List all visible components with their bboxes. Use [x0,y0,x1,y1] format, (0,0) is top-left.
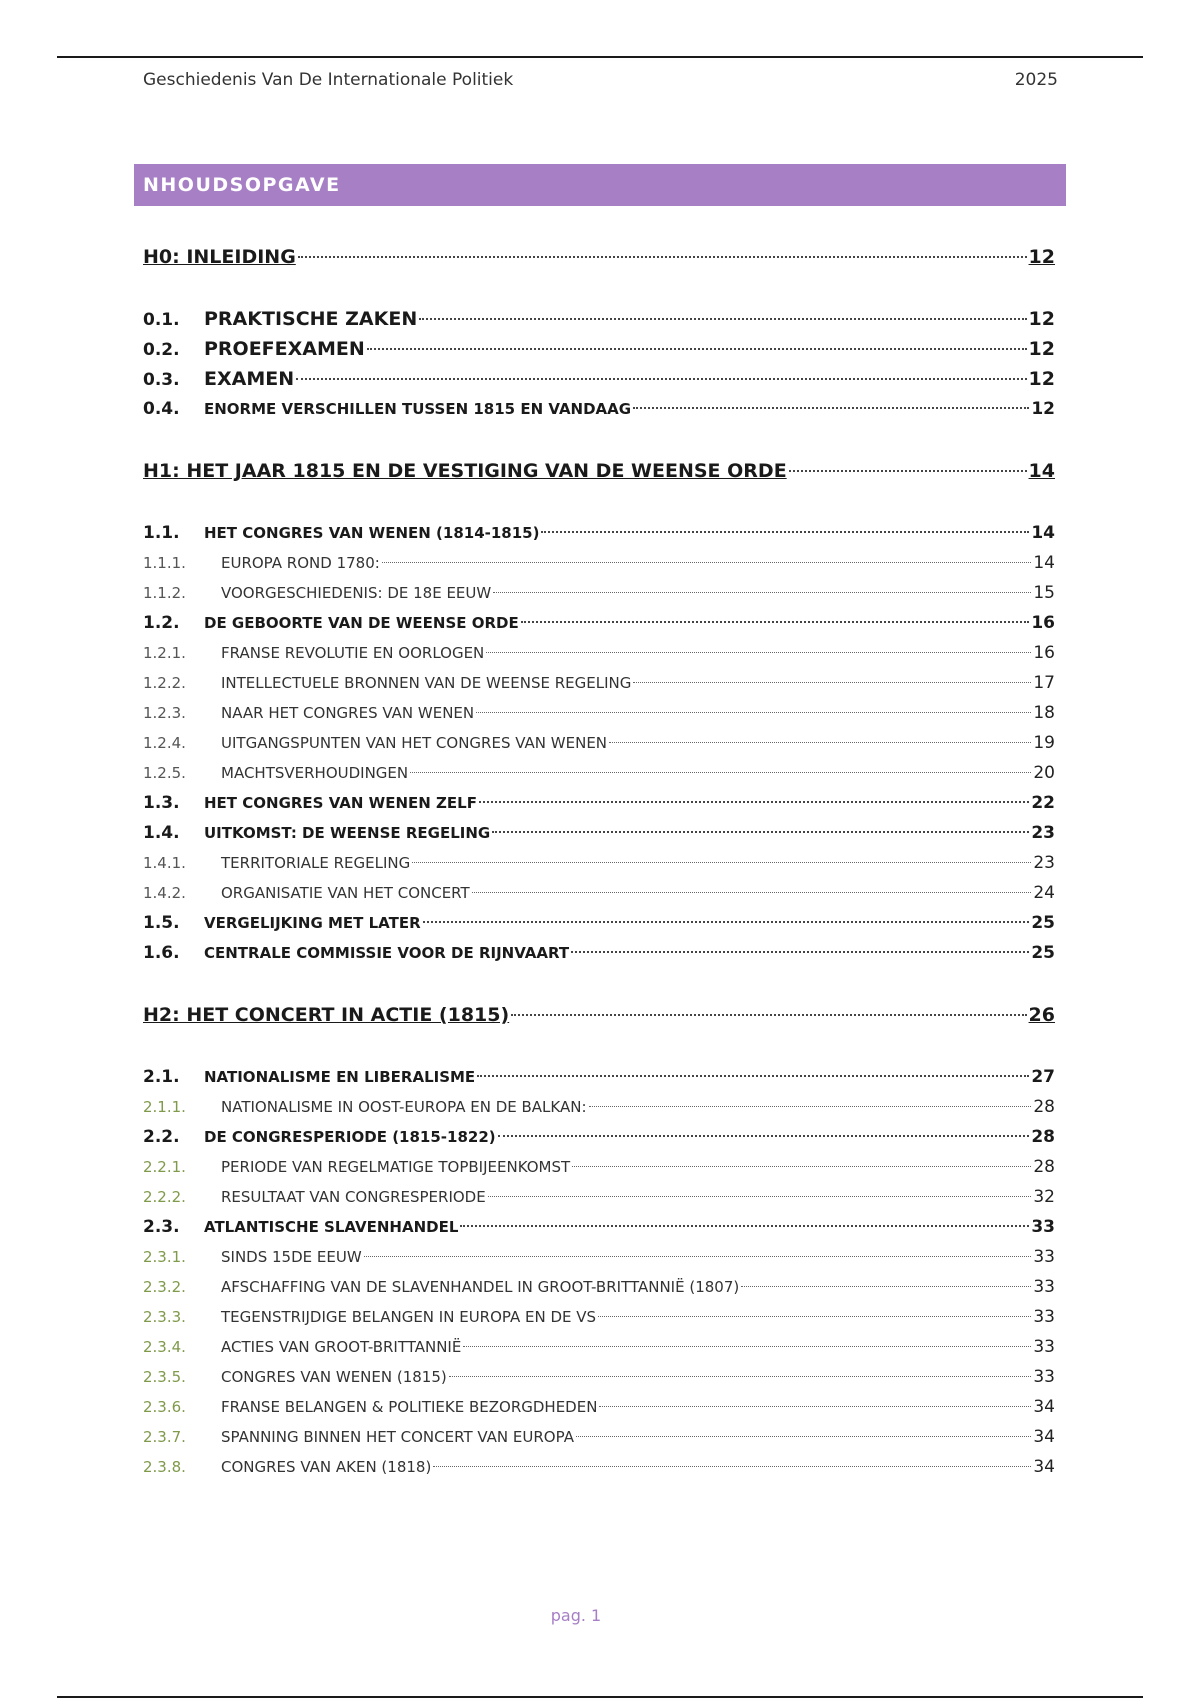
toc-entry-page: 15 [1033,583,1055,603]
toc-entry[interactable] [143,1092,1055,1122]
toc-entry-number: 2.2. [143,1127,180,1147]
toc-entry[interactable] [143,1242,1055,1272]
toc-entry-page: 22 [1031,793,1055,813]
toc-entry-page: 12 [1031,399,1055,419]
toc-entry[interactable] [143,788,1055,818]
toc-dot-leader [493,592,1031,593]
toc-entry-label: ENORME VERSCHILLEN TUSSEN 1815 EN VANDAAG [204,400,632,418]
toc-entry-page: 28 [1033,1097,1055,1117]
toc-entry-label: UITKOMST: DE WEENSE REGELING [204,824,491,842]
toc-entry-label: TERRITORIALE REGELING [221,854,411,872]
toc-entry-label: TEGENSTRIJDIGE BELANGEN IN EUROPA EN DE VS [221,1308,597,1326]
toc-dot-leader [463,1346,1031,1347]
toc-dot-leader [364,1256,1031,1257]
toc-entry[interactable] [143,1062,1055,1092]
toc-entry-label: AFSCHAFFING VAN DE SLAVENHANDEL IN GROOT-BRITTANNIË (1807) [221,1278,740,1296]
toc-entry-label: EUROPA ROND 1780: [221,554,380,572]
toc-entry-number: 2.1. [143,1067,180,1087]
toc-entry-page: 14 [1028,460,1055,482]
toc-entry-label: INTELLECTUELE BRONNEN VAN DE WEENSE REGELING [221,674,632,692]
toc-entry-page: 33 [1033,1337,1055,1357]
toc-entry-page: 19 [1033,733,1055,753]
toc-entry-label: SPANNING BINNEN HET CONCERT VAN EUROPA [221,1428,574,1446]
toc-entry-page: 33 [1031,1217,1055,1237]
toc-dot-leader [296,378,1026,380]
toc-entry-page: 28 [1033,1157,1055,1177]
toc-entry-number: 2.1.1. [143,1098,186,1116]
toc-entry-page: 34 [1033,1457,1055,1477]
toc-entry-label: HET CONGRES VAN WENEN ZELF [204,794,477,812]
toc-dot-leader [298,256,1027,258]
toc-dot-leader [789,470,1027,472]
toc-entry-label: ATLANTISCHE SLAVENHANDEL [204,1218,459,1236]
toc-entry[interactable] [143,1272,1055,1302]
toc-spacer [143,1032,1055,1062]
toc-entry-page: 33 [1033,1367,1055,1387]
toc-entry-label: CENTRALE COMMISSIE VOOR DE RIJNVAART [204,944,570,962]
document-year: 2025 [1014,70,1058,90]
toc-entry-number: 2.2.2. [143,1188,186,1206]
toc-entry[interactable] [143,1212,1055,1242]
toc-dot-leader [633,407,1029,409]
toc-entry-number: 1.1.1. [143,554,186,572]
toc-dot-leader [412,862,1031,863]
toc-entry-label: H1: HET JAAR 1815 EN DE VESTIGING VAN DE WEENSE ORDE [143,460,787,482]
toc-entry-label: H0: INLEIDING [143,246,296,268]
toc-entry[interactable] [143,394,1055,424]
toc-dot-leader [449,1376,1031,1377]
toc-dot-leader [492,831,1029,833]
toc-dot-leader [410,772,1031,773]
toc-entry-number: 1.2. [143,613,180,633]
toc-entry-page: 12 [1028,308,1055,330]
toc-dot-leader [486,652,1031,653]
toc-entry-page: 12 [1028,246,1055,268]
toc-dot-leader [633,682,1031,683]
toc-entry-number: 1.4.2. [143,884,186,902]
toc-chapter-entry[interactable] [143,998,1055,1032]
toc-entry-number: 1.6. [143,943,180,963]
toc-entry-page: 26 [1028,1004,1055,1026]
toc-entry[interactable] [143,1182,1055,1212]
toc-entry[interactable] [143,638,1055,668]
toc-dot-leader [419,318,1026,320]
toc-entry-page: 14 [1031,523,1055,543]
toc-entry-number: 2.3. [143,1217,180,1237]
table-of-contents [143,240,1055,1482]
toc-entry[interactable] [143,1332,1055,1362]
toc-entry-number: 2.3.6. [143,1398,186,1416]
toc-entry-number: 2.3.3. [143,1308,186,1326]
toc-dot-leader [382,562,1031,563]
toc-entry-label: RESULTAAT VAN CONGRESPERIODE [221,1188,486,1206]
toc-entry-label: VOORGESCHIEDENIS: DE 18E EEUW [221,584,492,602]
bottom-rule [57,1696,1143,1698]
toc-entry-label: SINDS 15DE EEUW [221,1248,362,1266]
toc-entry[interactable] [143,334,1055,364]
toc-entry[interactable] [143,698,1055,728]
toc-entry[interactable] [143,1392,1055,1422]
toc-spacer [143,274,1055,304]
toc-entry-page: 23 [1033,853,1055,873]
toc-entry-number: 2.3.4. [143,1338,186,1356]
toc-entry-page: 33 [1033,1307,1055,1327]
toc-entry-page: 28 [1031,1127,1055,1147]
toc-entry-page: 12 [1028,338,1055,360]
toc-entry-number: 1.3. [143,793,180,813]
toc-spacer [143,424,1055,454]
toc-entry-number: 2.3.1. [143,1248,186,1266]
toc-entry-page: 34 [1033,1427,1055,1447]
toc-entry[interactable] [143,1362,1055,1392]
toc-spacer [143,488,1055,518]
toc-dot-leader [460,1225,1029,1227]
toc-dot-leader [498,1135,1030,1137]
toc-entry-number: 0.4. [143,399,180,419]
toc-entry[interactable] [143,668,1055,698]
document-title: Geschiedenis Van De Internationale Politiek [143,70,514,90]
toc-entry-page: 33 [1033,1247,1055,1267]
toc-entry-label: ACTIES VAN GROOT-BRITTANNIË [221,1338,462,1356]
toc-entry-number: 1.2.4. [143,734,186,752]
toc-dot-leader [433,1466,1031,1467]
toc-entry[interactable] [143,758,1055,788]
toc-entry-number: 1.4.1. [143,854,186,872]
toc-entry-page: 33 [1033,1277,1055,1297]
toc-entry-page: 23 [1031,823,1055,843]
toc-dot-leader [521,621,1030,623]
toc-entry-number: 1.5. [143,913,180,933]
toc-entry-label: H2: HET CONCERT IN ACTIE (1815) [143,1004,510,1026]
toc-dot-leader [488,1196,1031,1197]
toc-spacer [143,968,1055,998]
toc-entry-page: 24 [1033,883,1055,903]
toc-entry-number: 2.3.5. [143,1368,186,1386]
toc-entry-label: NATIONALISME EN LIBERALISME [204,1068,476,1086]
toc-entry-label: PERIODE VAN REGELMATIGE TOPBIJEENKOMST [221,1158,571,1176]
toc-entry-number: 2.3.8. [143,1458,186,1476]
toc-entry-number: 1.1. [143,523,180,543]
toc-entry-label: VERGELIJKING MET LATER [204,914,421,932]
toc-entry[interactable] [143,578,1055,608]
toc-entry-page: 16 [1033,643,1055,663]
toc-entry-label: UITGANGSPUNTEN VAN HET CONGRES VAN WENEN [221,734,608,752]
toc-entry[interactable] [143,608,1055,638]
toc-entry[interactable] [143,1122,1055,1152]
toc-dot-leader [599,1406,1031,1407]
toc-entry-page: 27 [1031,1067,1055,1087]
toc-dot-leader [477,1075,1029,1077]
toc-entry-page: 32 [1033,1187,1055,1207]
toc-entry[interactable] [143,364,1055,394]
toc-entry-number: 2.2.1. [143,1158,186,1176]
toc-entry-label: PRAKTISCHE ZAKEN [204,308,418,330]
toc-entry[interactable] [143,818,1055,848]
toc-entry-page: 18 [1033,703,1055,723]
toc-entry-label: CONGRES VAN WENEN (1815) [221,1368,447,1386]
toc-entry-label: EXAMEN [204,368,295,390]
toc-entry-label: HET CONGRES VAN WENEN (1814-1815) [204,524,540,542]
toc-entry[interactable] [143,518,1055,548]
toc-entry-page: 14 [1033,553,1055,573]
top-rule [57,56,1143,58]
toc-dot-leader [511,1014,1026,1016]
page-header [143,70,1058,90]
toc-entry-page: 25 [1031,913,1055,933]
toc-dot-leader [589,1106,1031,1107]
toc-entry[interactable] [143,1422,1055,1452]
toc-entry-number: 1.2.3. [143,704,186,722]
toc-entry-number: 1.1.2. [143,584,186,602]
toc-entry-page: 16 [1031,613,1055,633]
toc-entry-label: DE GEBOORTE VAN DE WEENSE ORDE [204,614,519,632]
toc-entry-number: 1.4. [143,823,180,843]
toc-entry-label: MACHTSVERHOUDINGEN [221,764,409,782]
toc-entry-number: 2.3.2. [143,1278,186,1296]
toc-entry-label: DE CONGRESPERIODE (1815-1822) [204,1128,496,1146]
toc-entry[interactable] [143,908,1055,938]
toc-entry[interactable] [143,1452,1055,1482]
toc-entry[interactable] [143,848,1055,878]
toc-entry-number: 1.2.1. [143,644,186,662]
toc-entry-label: FRANSE BELANGEN & POLITIEKE BEZORGDHEDEN [221,1398,598,1416]
toc-entry[interactable] [143,304,1055,334]
toc-dot-leader [479,801,1029,803]
toc-entry-number: 0.1. [143,310,180,330]
toc-entry[interactable] [143,728,1055,758]
toc-dot-leader [576,1436,1031,1437]
toc-dot-leader [609,742,1031,743]
toc-entry-number: 1.2.5. [143,764,186,782]
toc-entry[interactable] [143,1302,1055,1332]
toc-title: NHOUDSOPGAVE [134,164,1066,206]
toc-dot-leader [571,951,1029,953]
toc-dot-leader [572,1166,1031,1167]
toc-entry[interactable] [143,1152,1055,1182]
toc-entry-page: 25 [1031,943,1055,963]
toc-entry-label: NAAR HET CONGRES VAN WENEN [221,704,475,722]
toc-entry-number: 0.2. [143,340,180,360]
toc-entry[interactable] [143,938,1055,968]
toc-dot-leader [423,921,1030,923]
toc-entry-number: 2.3.7. [143,1428,186,1446]
toc-entry-page: 34 [1033,1397,1055,1417]
toc-dot-leader [476,712,1031,713]
toc-entry-label: ORGANISATIE VAN HET CONCERT [221,884,470,902]
toc-entry-number: 0.3. [143,370,180,390]
toc-entry[interactable] [143,878,1055,908]
toc-entry-label: PROEFEXAMEN [204,338,365,360]
toc-entry[interactable] [143,548,1055,578]
toc-dot-leader [367,348,1027,350]
toc-entry-page: 20 [1033,763,1055,783]
toc-dot-leader [598,1316,1031,1317]
toc-entry-page: 17 [1033,673,1055,693]
toc-chapter-entry[interactable] [143,454,1055,488]
toc-dot-leader [541,531,1029,533]
toc-entry-page: 12 [1028,368,1055,390]
toc-dot-leader [472,892,1031,893]
toc-entry-label: FRANSE REVOLUTIE EN OORLOGEN [221,644,485,662]
toc-entry-label: CONGRES VAN AKEN (1818) [221,1458,432,1476]
toc-chapter-entry[interactable] [143,240,1055,274]
page-number: pag. 1 [550,1606,602,1625]
toc-entry-number: 1.2.2. [143,674,186,692]
toc-entry-label: NATIONALISME IN OOST-EUROPA EN DE BALKAN: [221,1098,587,1116]
toc-dot-leader [741,1286,1031,1287]
